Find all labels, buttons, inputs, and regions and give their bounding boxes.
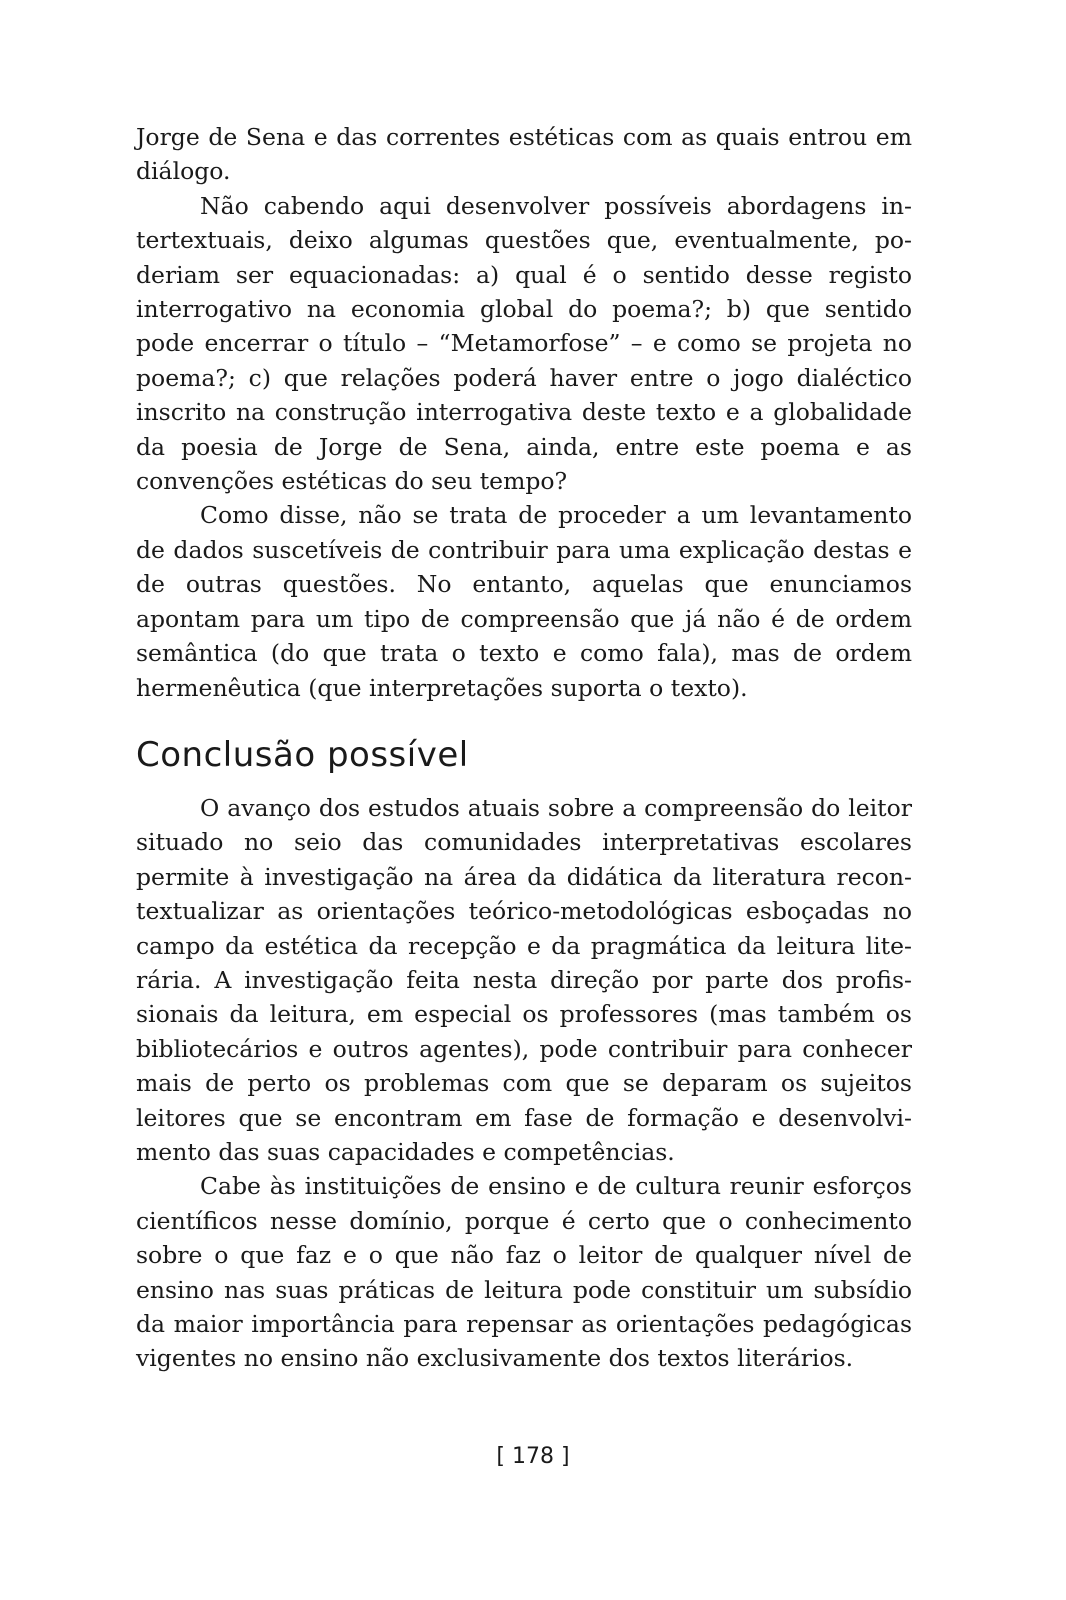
paragraph-conclusion-2: Cabe às instituições de ensino e de cultura reunir esforços científicos nesse domínio, porque é certo que o conhecimento sobre o que faz e o que não faz o leitor de qualquer nível de ensino nas suas práticas de leitura pode constituir um subsídio da maior importância para repensar as orientações pedagógicas vigentes no ensino não exclusivamente dos textos literários. [136, 1172, 912, 1373]
page-body [136, 120, 912, 1376]
paragraph-continuation: Jorge de Sena e das correntes estéticas com as quais entrou em diálogo. [136, 123, 912, 186]
page-number: [ 178 ] [496, 1444, 570, 1469]
paragraph-conclusion-1: O avanço dos estudos atuais sobre a compreensão do leitor situado no seio das comunidades interpretativas escolares permite à investigação na área da didática da literatura recontextualizar as orientações teórico-metodológicas esboçadas no campo da estética da recepção e da pragmática da leitura literária. A investigação feita nesta direção por parte dos profissionais da leitura, em especial os professores (mas também os bibliotecários e outros agentes), pode contribuir para conhecer mais de perto os problemas com que se deparam os sujeitos leitores que se encontram em fase de formação e desenvolvimento das suas capacidades e competências. [136, 793, 912, 1166]
section-heading: Conclusão possível [136, 734, 469, 775]
paragraph-comprehension: Como disse, não se trata de proceder a um levantamento de dados suscetíveis de contribuir para uma explicação destas e de outras questões. No entanto, aquelas que enunciamos apontam para um tipo de compreensão que já não é de ordem semântica (do que trata o texto e como fala), mas de ordem hermenêutica (que interpretações suporta o texto). [136, 501, 912, 702]
paragraph-questions: Não cabendo aqui desenvolver possíveis abordagens intertextuais, deixo algumas questões que, eventualmente, poderiam ser equacionadas: a) qual é o sentido desse registo interrogativo na economia global do poema?; b) que sentido pode encerrar o título – “Metamorfose” – e como se projeta no poema?; c) que relações poderá haver entre o jogo dialéctico inscrito na construção interrogativa deste texto e a globalidade da poesia de Jorge de Sena, ainda, entre este poema e as convenções estéticas do seu tempo? [136, 191, 912, 496]
